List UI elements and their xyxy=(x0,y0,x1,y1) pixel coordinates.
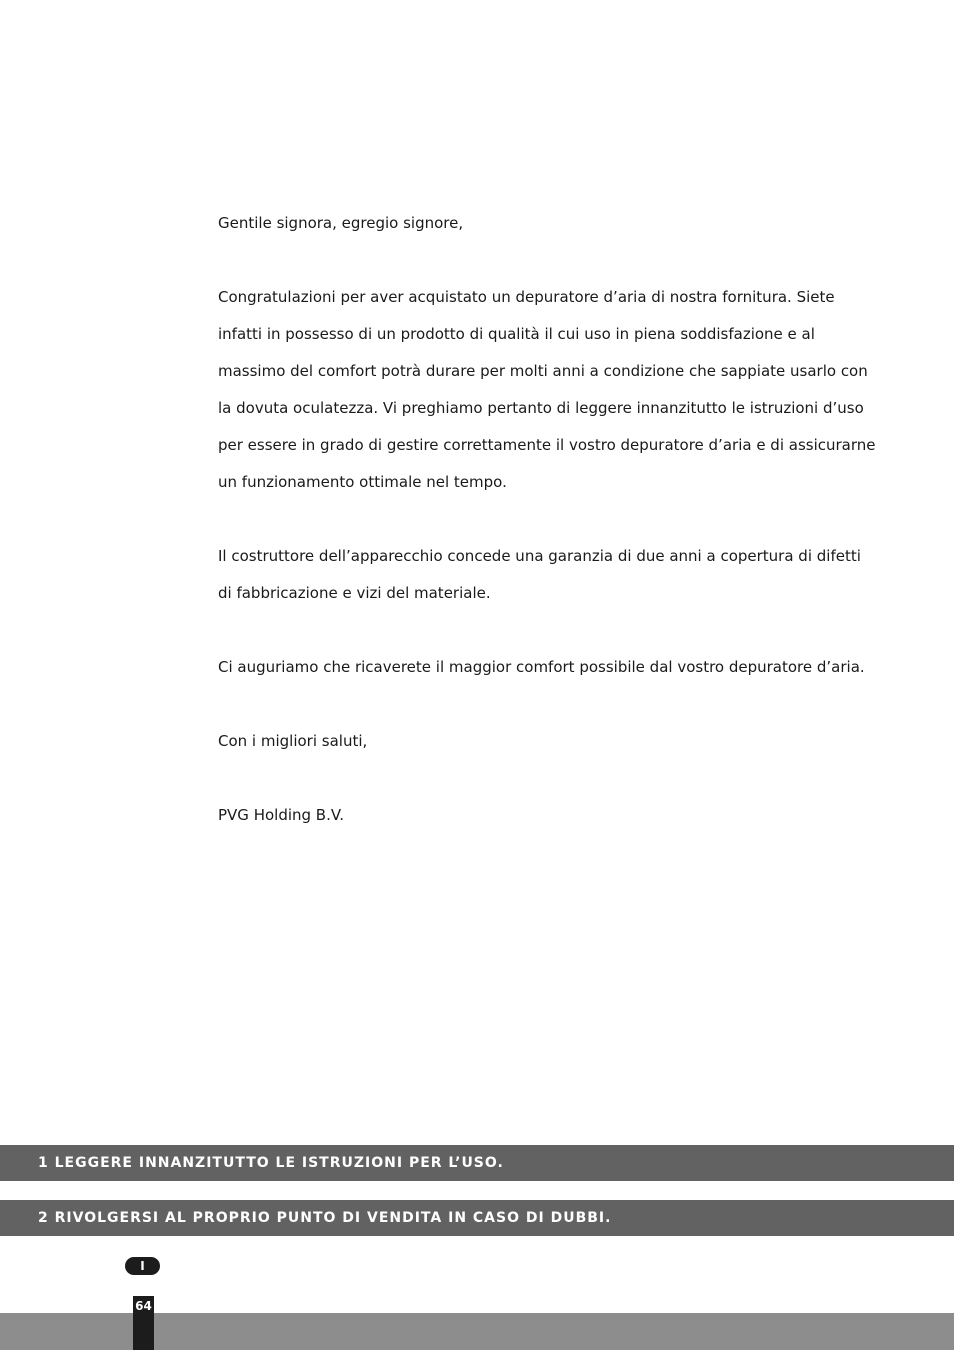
notice-bar-1: 1 LEGGERE INNANZITUTTO LE ISTRUZIONI PER L’USO. xyxy=(0,1145,954,1181)
notice-bar-2: 2 RIVOLGERSI AL PROPRIO PUNTO DI VENDITA IN CASO DI DUBBI. xyxy=(0,1200,954,1236)
page-number: 64 xyxy=(133,1296,154,1350)
salutation: Gentile signora, egregio signore, xyxy=(218,214,464,232)
closing: Con i migliori saluti, xyxy=(218,732,368,750)
letter-paragraph-3: Ci auguriamo che ricaverete il maggior comfort possibile dal vostro depuratore d’aria. xyxy=(218,658,865,676)
letter-body xyxy=(218,205,878,871)
language-badge: I xyxy=(125,1257,160,1275)
letter-paragraph-2: Il costruttore dell’apparecchio concede una garanzia di due anni a copertura di difetti di fabbricazione e vizi del materiale. xyxy=(218,547,861,602)
letter-paragraph-1: Congratulazioni per aver acquistato un depuratore d’aria di nostra fornitura. Siete infatti in possesso di un prodotto di qualità il cui uso in piena soddisfazione e al massimo del comfort potrà durare per molti anni a condizione che sappiate usarlo con la dovuta oculatezza. Vi preghiamo pertanto di leggere innanzitutto le istruzioni d’uso per essere in grado di gestire correttamente il vostro depuratore d’aria e di assicurarne un funzionamento ottimale nel tempo. xyxy=(218,288,876,491)
signature: PVG Holding B.V. xyxy=(218,806,344,824)
